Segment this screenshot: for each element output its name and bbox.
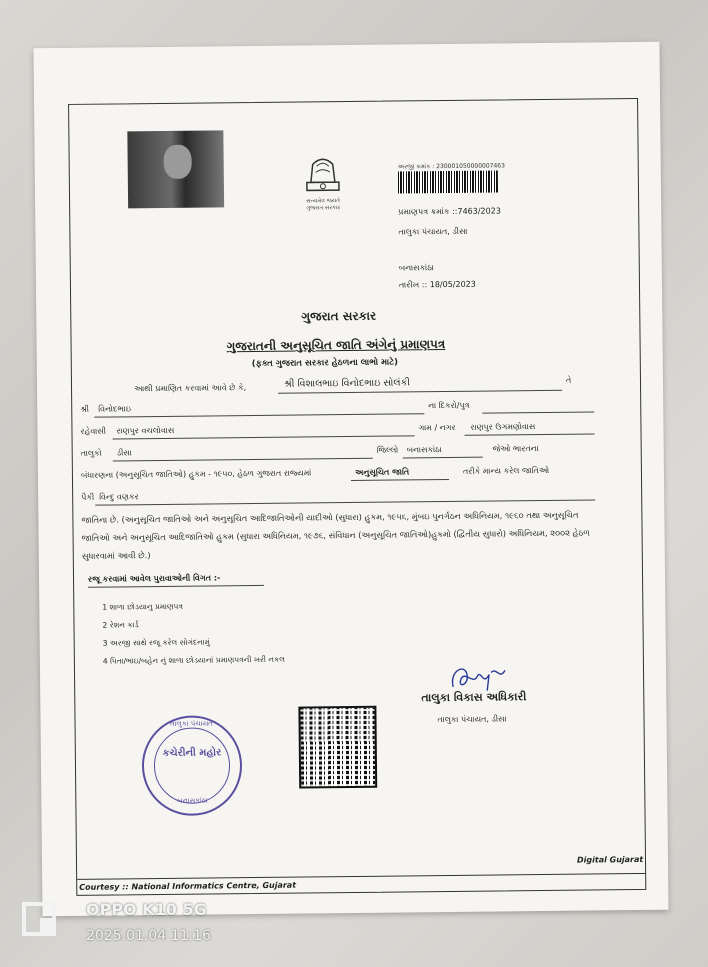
certificate-number: પ્રમાણપત્ર ક્રમાંક ::7463/2023 xyxy=(398,206,501,217)
certify-prefix: આથી પ્રમાણિત કરવામાં આવે છે કે, xyxy=(133,383,247,394)
taluka-value: ડીસા xyxy=(116,448,132,458)
holder-name: શ્રી વિશાલભાઇ વિનોદભાઇ સોલંકી xyxy=(283,377,411,390)
applicant-photo xyxy=(127,130,224,208)
footer-digital-gujarat: Digital Gujarat xyxy=(576,854,644,865)
resident-label: રહેવાસી xyxy=(80,426,107,436)
taluka-label: તાલુકો xyxy=(80,448,102,458)
sc-label: અનુસૂચિત જાતિ xyxy=(354,467,410,477)
district-label: જિલ્લો xyxy=(376,445,399,455)
camera-logo-icon xyxy=(20,900,64,940)
evidence-heading: રજૂ કરવામાં આવેલ પુરાવાઓની વિગત :- xyxy=(87,573,221,584)
footer-courtesy: Courtesy :: National Informatics Centre, Gujarat xyxy=(79,880,297,892)
subcaste-label: પૈકી xyxy=(81,492,95,502)
district-value: બનાસકાંઠા xyxy=(406,445,442,455)
evidence-item: 3 અરજી સાથે રજૂ કરેલ સોગંદનામું xyxy=(102,637,210,648)
camera-model: OPPO K10 5G xyxy=(86,900,207,919)
issue-date: તારીખ :: 18/05/2023 xyxy=(398,279,476,290)
line4-suffix: જેઓ ભારતના xyxy=(492,444,539,454)
evidence-item: 2 રેશન કાર્ડ xyxy=(102,620,139,630)
certificate-title: ગુજરાતની અનુસૂચિત જાતિ અંગેનું પ્રમાણપત્ર xyxy=(226,337,446,354)
father-name: વિનોદભાઇ xyxy=(98,404,132,414)
qr-code xyxy=(298,706,377,789)
taluka-panchayat-header: તાલુકા પંચાયત, ડીસા xyxy=(398,226,468,237)
state-emblem xyxy=(296,152,351,213)
resident-value: રાણપુર વચલોવાસ xyxy=(116,425,175,436)
seal-top-text: તાલુકા પંચાયત xyxy=(170,719,213,728)
legal-paragraph: જાતિના છે. (અનુસૂચિત જાતિઓ અને અનુસૂચિત આદિજાતિઓની યાદીઓ (સુધારા) હુકમ, ૧૯૫૬, મુંબઇ પુનર્ગઠન અધિનિયમ, ૧૯૬૦ તથા અનુસૂચિત જાતિઓ અને અનુસૂચિત આદિજાતિઓ હુકમ (સુધારા અધિનિયમ, ૧૯૭૬, સંવિધાન (અનુસૂચિત જાતિઓ)હુકમો (દ્વિતીય સુધારો) અધિનિયમ, ૨૦૦૨ હેઠળ સુધારવામાં આવી છે.) xyxy=(81,509,590,561)
certificate-paper xyxy=(33,42,668,917)
son-label: ના દિકરો/પુત્ર xyxy=(428,400,470,411)
village-value: રાણપુર ઉગમણોવાસ xyxy=(470,422,536,432)
village-label: ગામ / નગર xyxy=(418,422,456,433)
gov-title: ગુજરાત સરકાર xyxy=(301,308,377,324)
district-header: બનાસકાંઠા xyxy=(398,263,434,273)
seal-bottom-text: બનાસકાંઠા xyxy=(176,796,208,805)
certify-suffix: તે xyxy=(565,375,572,385)
evidence-item: 1 શાળા છોડયાનુ પ્રમાણપત્ર xyxy=(102,601,183,612)
office-seal xyxy=(141,715,242,816)
line5-prefix: બંધારણના (અનુસૂચિત જાતિઓ) હુકમ - ૧૯૫૦, હેઠળ ગુજરાત રાજ્યમાં xyxy=(80,468,312,480)
barcode xyxy=(398,170,498,193)
evidence-item: 4 પિતા/ભાઇ/બહેન નું શાળા છોડયાનાં પ્રમાણપત્રની ખરી નકલ xyxy=(102,654,286,666)
line5-suffix: તરીકે માન્ય કરેલ જાતિઓ xyxy=(462,465,550,476)
certificate-subtitle: (ફક્ત ગુજરાત સરકાર હેઠળના લાભો માટે) xyxy=(251,357,399,370)
subcaste-value: વિન્દુ વણકર xyxy=(99,492,139,502)
emblem-caption-1: સત્યમેવ જયતે xyxy=(306,198,340,205)
application-number: અરજી ક્રમાંક : 230001050000007463 xyxy=(397,162,505,171)
shri-label: શ્રી xyxy=(80,404,90,414)
ashoka-emblem-icon xyxy=(301,152,345,194)
certificate-border xyxy=(68,98,646,896)
seal-center-text: કચેરીની મહોર xyxy=(162,747,222,759)
emblem-caption-2: ગુજરાત સરકાર xyxy=(306,205,341,212)
camera-datetime: 2025.01.04 11:16 xyxy=(86,928,211,944)
signatory-title: તાલુકા વિકાસ અધિકારી xyxy=(421,690,527,705)
signatory-office: તાલુકા પંચાયત, ડીસા xyxy=(437,714,507,725)
